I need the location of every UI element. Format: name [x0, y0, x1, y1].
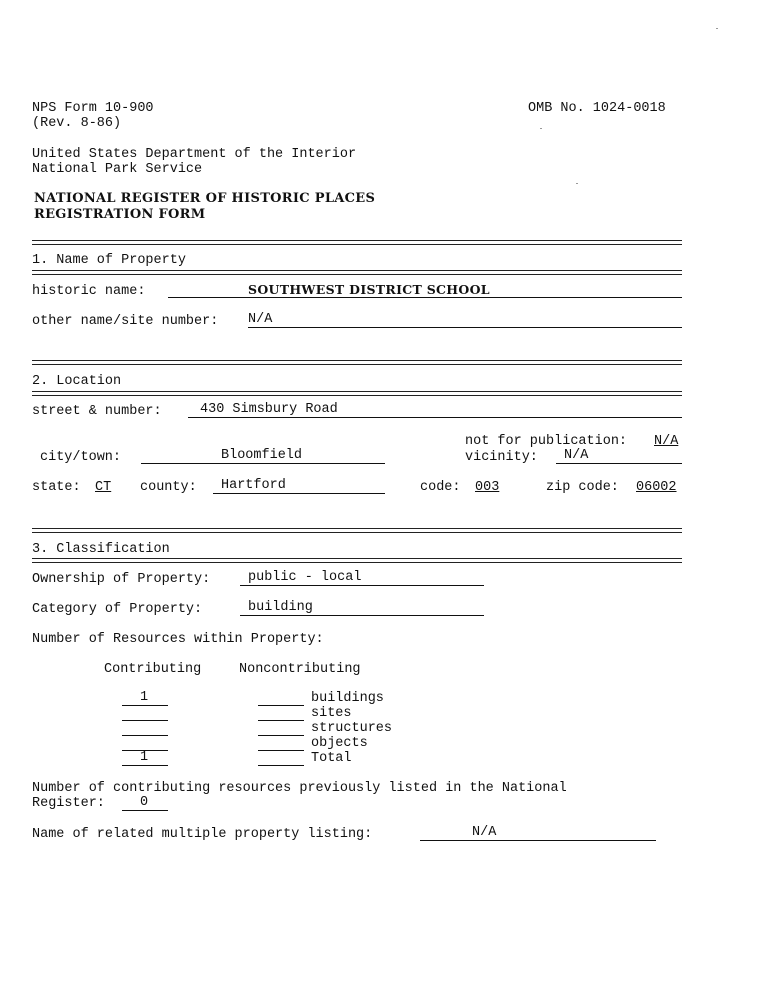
contributing-total: 1 [122, 750, 168, 766]
scan-speck [540, 128, 542, 129]
scan-speck [716, 28, 718, 29]
ownership-value: public - local [248, 570, 362, 585]
noncontributing-buildings [258, 690, 304, 706]
section-divider [32, 270, 682, 275]
historic-name-value: SOUTHWEST DISTRICT SCHOOL [248, 282, 490, 297]
vicinity-value: N/A [564, 448, 589, 463]
other-name-field [248, 312, 682, 328]
multiple-listing-field [420, 825, 656, 841]
city-field [141, 448, 385, 464]
contributing-structures [122, 720, 168, 736]
scan-speck [576, 183, 578, 184]
category-value: building [248, 600, 313, 615]
ownership-label: Ownership of Property: [32, 572, 211, 587]
county-field [213, 478, 385, 494]
other-name-value: N/A [248, 312, 273, 327]
form-number: NPS Form 10-900 [32, 101, 154, 116]
county-label: county: [140, 480, 197, 495]
not-for-publication-label: not for publication: [465, 434, 628, 449]
section3-heading: 3. Classification [32, 542, 170, 557]
street-value: 430 Simsbury Road [200, 402, 338, 417]
city-value: Bloomfield [221, 448, 303, 463]
section2-heading: 2. Location [32, 374, 122, 389]
form-revision: (Rev. 8-86) [32, 116, 122, 131]
vicinity-label: vicinity: [465, 450, 538, 465]
previously-listed-value: 0 [140, 795, 149, 810]
omb-number: OMB No. 1024-0018 [528, 101, 666, 116]
state-value: CT [95, 480, 112, 495]
resource-label-sites: sites [311, 706, 352, 721]
ownership-field [240, 570, 484, 586]
category-field [240, 600, 484, 616]
other-name-label: other name/site number: [32, 314, 219, 329]
service-name: National Park Service [32, 162, 203, 177]
contributing-objects [122, 735, 168, 751]
street-field [188, 402, 682, 418]
resource-label-objects: objects [311, 736, 368, 751]
contributing-header: Contributing [104, 662, 202, 677]
category-label: Category of Property: [32, 602, 203, 617]
city-label: city/town: [40, 450, 122, 465]
multiple-listing-value: N/A [472, 825, 497, 840]
resources-label: Number of Resources within Property: [32, 632, 324, 647]
contributing-sites [122, 705, 168, 721]
section-divider [32, 391, 682, 396]
zip-value: 06002 [636, 480, 677, 495]
historic-name-field [168, 282, 682, 298]
previously-listed-field [122, 795, 168, 811]
section1-heading: 1. Name of Property [32, 253, 186, 268]
section-divider [32, 240, 682, 245]
agency-name: United States Department of the Interior [32, 147, 357, 162]
code-label: code: [420, 480, 461, 495]
street-label: street & number: [32, 404, 162, 419]
noncontributing-sites [258, 705, 304, 721]
vicinity-field [556, 448, 682, 464]
historic-name-label: historic name: [32, 284, 146, 299]
noncontributing-header: Noncontributing [239, 662, 361, 677]
contributing-buildings: 1 [122, 690, 168, 706]
resource-label-buildings: buildings [311, 691, 384, 706]
previously-listed-label: Number of contributing resources previously listed in the National [32, 781, 567, 796]
county-value: Hartford [221, 478, 286, 493]
noncontributing-objects [258, 735, 304, 751]
resource-label-total: Total [311, 751, 352, 766]
noncontributing-structures [258, 720, 304, 736]
zip-label: zip code: [546, 480, 619, 495]
multiple-listing-label: Name of related multiple property listing: [32, 827, 373, 842]
noncontributing-total [258, 750, 304, 766]
previously-listed-label-cont: Register: [32, 796, 105, 811]
section-divider [32, 558, 682, 563]
state-label: state: [32, 480, 81, 495]
not-for-publication-value: N/A [654, 434, 679, 449]
resource-label-structures: structures [311, 721, 393, 736]
form-subtitle: REGISTRATION FORM [34, 207, 206, 222]
form-title: NATIONAL REGISTER OF HISTORIC PLACES [34, 191, 376, 206]
section-divider [32, 528, 682, 533]
code-value: 003 [475, 480, 500, 495]
section-divider [32, 360, 682, 365]
